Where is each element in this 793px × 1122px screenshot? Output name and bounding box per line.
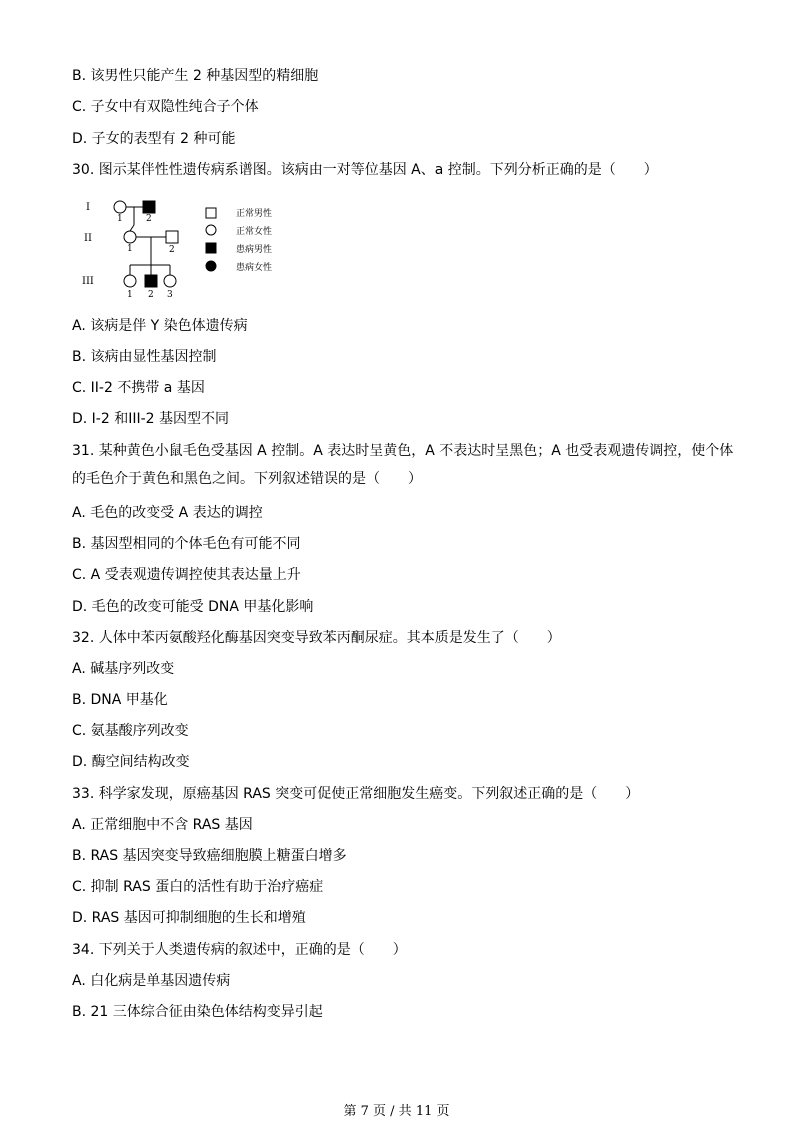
- option-33-d: D. RAS 基因可抑制细胞的生长和增殖: [72, 910, 306, 926]
- option-32-b: B. DNA 甲基化: [72, 692, 168, 708]
- question-33: 33. 科学家发现，原癌基因 RAS 突变可促使正常细胞发生癌变。下列叙述正确的是（ ）: [72, 786, 640, 802]
- legend-normal-male: 正常男性: [236, 209, 273, 219]
- individual-ii-2-normal-male: [166, 231, 178, 243]
- option-31-c: C. A 受表观遗传调控使其表达量上升: [72, 567, 301, 583]
- legend-normal-female: 正常女性: [236, 227, 273, 237]
- page-footer: 第 7 页 / 共 11 页: [343, 1104, 450, 1119]
- descent-link-i: [130, 225, 134, 231]
- option-33-c: C. 抑制 RAS 蛋白的活性有助于治疗癌症: [72, 879, 324, 895]
- number-iii-3: 3: [167, 290, 173, 300]
- option-30-c: C. II-2 不携带 a 基因: [72, 380, 205, 396]
- question-31-line-2: 的毛色介于黄色和黑色之间。下列叙述错误的是（ ）: [72, 471, 422, 487]
- number-i-2: 2: [146, 214, 152, 224]
- legend-affected-female-symbol: [206, 261, 216, 271]
- option-31-a: A. 毛色的改变受 A 表达的调控: [72, 505, 263, 521]
- legend-affected-male-symbol: [206, 243, 216, 253]
- option-30-a: A. 该病是伴 Y 染色体遗传病: [72, 318, 248, 334]
- option-34-b: B. 21 三体综合征由染色体结构变异引起: [72, 1004, 323, 1020]
- legend-affected-male: 患病男性: [236, 245, 273, 255]
- option-31-d: D. 毛色的改变可能受 DNA 甲基化影响: [72, 599, 314, 615]
- option-33-a: A. 正常细胞中不含 RAS 基因: [72, 817, 253, 833]
- option-29-b: B. 该男性只能产生 2 种基因型的精细胞: [72, 68, 319, 84]
- question-34: 34. 下列关于人类遗传病的叙述中，正确的是（ ）: [72, 942, 407, 958]
- option-29-c: C. 子女中有双隐性纯合子个体: [72, 99, 259, 115]
- individual-iii-1-normal-female: [124, 275, 136, 287]
- number-iii-1: 1: [127, 290, 133, 300]
- option-32-a: A. 碱基序列改变: [72, 661, 175, 677]
- option-31-b: B. 基因型相同的个体毛色有可能不同: [72, 536, 301, 552]
- question-30: 30. 图示某伴性性遗传病系谱图。该病由一对等位基因 A、a 控制。下列分析正确的是（ ）: [72, 162, 658, 178]
- number-i-1: 1: [117, 214, 123, 224]
- number-iii-2: 2: [148, 290, 154, 300]
- number-ii-1: 1: [127, 244, 133, 254]
- option-32-d: D. 酶空间结构改变: [72, 754, 190, 770]
- option-30-b: B. 该病由显性基因控制: [72, 349, 217, 365]
- individual-iii-3-normal-female: [164, 275, 176, 287]
- option-32-c: C. 氨基酸序列改变: [72, 723, 189, 739]
- option-30-d: D. I-2 和III-2 基因型不同: [72, 411, 230, 427]
- legend-normal-male-symbol: [206, 208, 216, 218]
- option-33-b: B. RAS 基因突变导致癌细胞膜上糖蛋白增多: [72, 848, 347, 864]
- number-ii-2: 2: [169, 245, 175, 255]
- option-29-d: D. 子女的表型有 2 种可能: [72, 131, 236, 147]
- question-32: 32. 人体中苯丙氨酸羟化酶基因突变导致苯丙酮尿症。其本质是发生了（ ）: [72, 630, 561, 646]
- individual-iii-2-affected-male: [145, 275, 157, 287]
- generation-label-iii: III: [82, 276, 94, 287]
- individual-ii-1-normal-female: [124, 231, 136, 243]
- generation-label-i: I: [86, 202, 90, 213]
- option-34-a: A. 白化病是单基因遗传病: [72, 973, 231, 989]
- legend-affected-female: 患病女性: [236, 263, 273, 273]
- generation-label-ii: II: [84, 233, 92, 244]
- individual-i-2-affected-male: [143, 201, 155, 213]
- individual-i-1-normal-female: [114, 201, 126, 213]
- legend-normal-female-symbol: [206, 225, 216, 235]
- question-31-line-1: 31. 某种黄色小鼠毛色受基因 A 控制。A 表达时呈黄色，A 不表达时呈黑色；A 也受表观遗传调控，使个体: [72, 443, 734, 459]
- pedigree-chart: [72, 195, 332, 305]
